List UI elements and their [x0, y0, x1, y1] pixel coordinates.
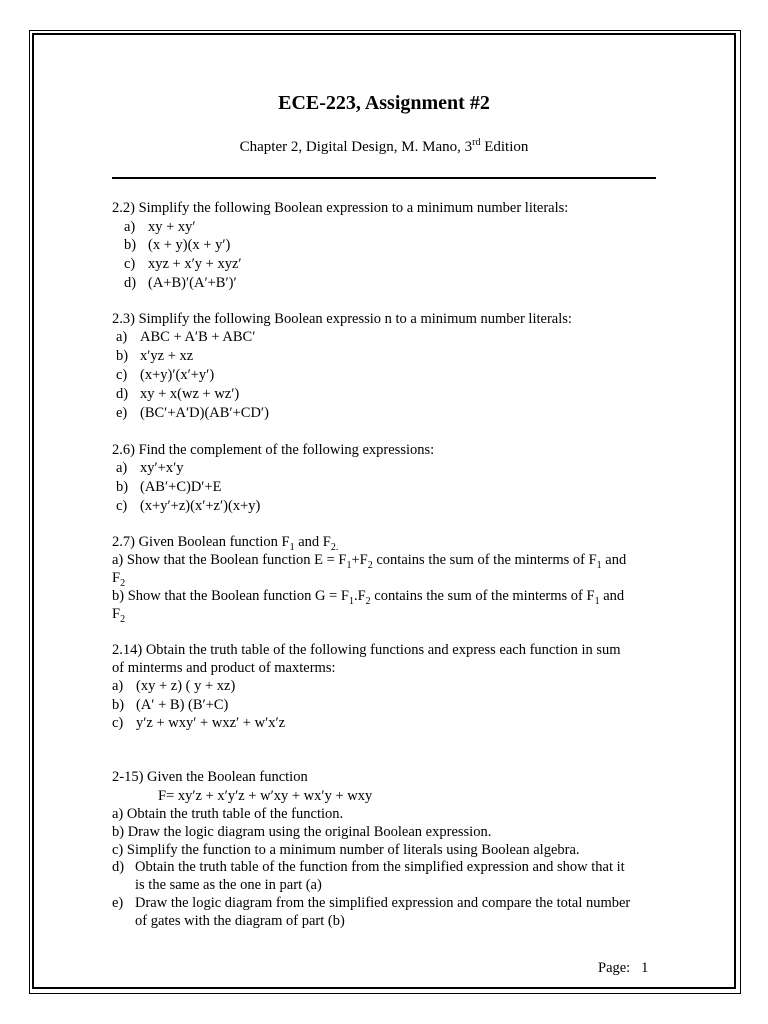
problem-2-15-part-e: e) Draw the logic diagram from the simplified expression and compare the total number	[112, 895, 631, 911]
problem-2-15-function: F= xy′z + x′y′z + w′xy + wx′y + wxy	[158, 788, 373, 804]
problem-2-15-part-e-cont: of gates with the diagram of part (b)	[135, 913, 345, 929]
problem-2-14-item-b: b) (A′ + B) (B′+C)	[112, 697, 229, 713]
problem-2-15-part-d-cont: is the same as the one in part (a)	[135, 877, 322, 893]
problem-2-2-item-c: c) xyz + x′y + xyz′	[124, 256, 242, 272]
problem-2-14-heading: 2.14) Obtain the truth table of the following functions and express each function in sum	[112, 642, 621, 658]
problem-2-6-heading: 2.6) Find the complement of the following expressions:	[112, 442, 435, 458]
problem-2-2-item-a: a) xy + xy′	[124, 219, 196, 235]
problem-2-15-part-b: b) Draw the logic diagram using the original Boolean expression.	[112, 824, 492, 840]
header-divider	[112, 177, 656, 179]
problem-2-6-item-b: b) (AB′+C)D′+E	[116, 479, 222, 495]
page-number: Page: 1	[598, 960, 649, 976]
problem-2-7-part-b-cont: $F_2$	[112, 606, 126, 625]
problem-2-2-item-b: b) (x + y)(x + y′)	[124, 237, 231, 253]
problem-2-3-item-d: d) xy + x(wz + wz′)	[116, 386, 240, 402]
problem-2-15-part-d: d) Obtain the truth table of the function from the simplified expression and show that it	[112, 859, 625, 875]
problem-2-7-heading: 2.7) Given Boolean function $F_1$ and $F_{2.}$	[112, 534, 339, 553]
problem-2-7-part-b: b) Show that the Boolean function $G = F_1.F_2$ contains the sum of the minterms of $F_1$ and	[112, 588, 625, 607]
page-subtitle: Chapter 2, Digital Design, M. Mano, 3rd Edition	[239, 137, 529, 155]
problem-2-15-part-a: a) Obtain the truth table of the function.	[112, 806, 344, 822]
problem-2-7-part-a-cont: $F_2$	[112, 570, 126, 589]
problem-2-2-item-d: d) (A+B)′(A′+B′)′	[124, 275, 237, 291]
page-title: ECE-223, Assignment #2	[278, 92, 490, 114]
problem-2-6-item-c: c) (x+y′+z)(x′+z′)(x+y)	[116, 498, 261, 514]
problem-2-2-heading: 2.2) Simplify the following Boolean expression to a minimum number literals:	[112, 200, 569, 216]
problem-2-14-item-a: a) (xy + z) ( y + xz)	[112, 678, 236, 694]
problem-2-3-item-e: e) (BC′+A′D)(AB′+CD′)	[116, 405, 269, 421]
problem-2-6-item-a: a) xy′+x′y	[116, 460, 184, 476]
problem-2-3-item-b: b) x′yz + xz	[116, 348, 194, 364]
problem-2-3-heading: 2.3) Simplify the following Boolean expressio n to a minimum number literals:	[112, 311, 572, 327]
problem-2-14-heading-cont: of minterms and product of maxterms:	[112, 660, 336, 676]
problem-2-15-heading: 2-15) Given the Boolean function	[112, 769, 308, 785]
problem-2-7-part-a: a) Show that the Boolean function $E = F_1+F_2$ contains the sum of the minterms of $F_1$ and	[112, 552, 627, 571]
problem-2-3-item-a: a) ABC + A′B + ABC′	[116, 329, 256, 345]
problem-2-15-part-c: c) Simplify the function to a minimum number of literals using Boolean algebra.	[112, 842, 580, 858]
problem-2-14-item-c: c) y′z + wxy′ + wxz′ + w′x′z	[112, 715, 286, 731]
problem-2-3-item-c: c) (x+y)′(x′+y′)	[116, 367, 215, 383]
